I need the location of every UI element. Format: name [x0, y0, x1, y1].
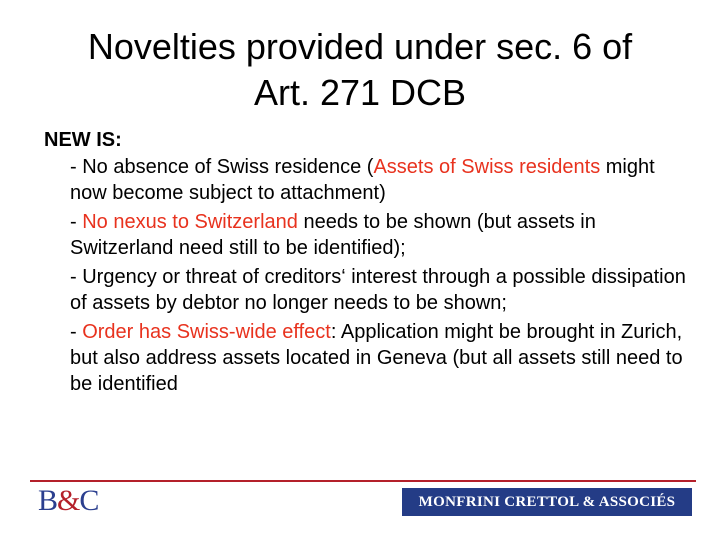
bc-logo-c: C — [79, 484, 99, 517]
footer-divider — [30, 480, 696, 482]
bc-logo-b: B — [38, 484, 58, 517]
item-text: : Application might be brought in Zurich, but also address assets located in Geneva (but all assets still need to be identified — [70, 321, 683, 395]
item-text: might now become subject to attachment) — [70, 156, 655, 204]
section-heading: NEW IS: — [44, 129, 122, 151]
bullet-item — [70, 319, 690, 397]
slide-body — [44, 128, 704, 400]
bullet-item — [70, 264, 690, 316]
item-text: needs to be shown (but assets in Switzerland need still to be identified); — [70, 211, 596, 259]
highlighted-text: Order has Swiss-wide effect — [82, 321, 331, 343]
bullet-item — [70, 209, 690, 261]
item-text: - — [70, 211, 83, 233]
slide-title-line-1: Novelties provided under sec. 6 of — [87, 26, 633, 67]
item-text: - Urgency or threat of creditors‘ interest through a possible dissipation of assets by debtor no longer needs to be shown; — [70, 266, 686, 314]
bullet-item — [70, 154, 690, 206]
slide-title-line-2: Art. 271 DCB — [253, 72, 467, 113]
highlighted-text: No nexus to Switzerland — [82, 211, 298, 233]
highlighted-text: Assets of Swiss residents — [373, 156, 601, 178]
bullet-list — [44, 154, 704, 397]
firm-name-logo: MONFRINI CRETTOL & ASSOCIÉS — [402, 488, 692, 516]
item-text: - — [70, 321, 83, 343]
bc-logo-ampersand: & — [57, 484, 80, 517]
bc-logo — [38, 484, 98, 518]
item-text: - No absence of Swiss residence ( — [70, 156, 374, 178]
slide-title — [20, 24, 700, 116]
